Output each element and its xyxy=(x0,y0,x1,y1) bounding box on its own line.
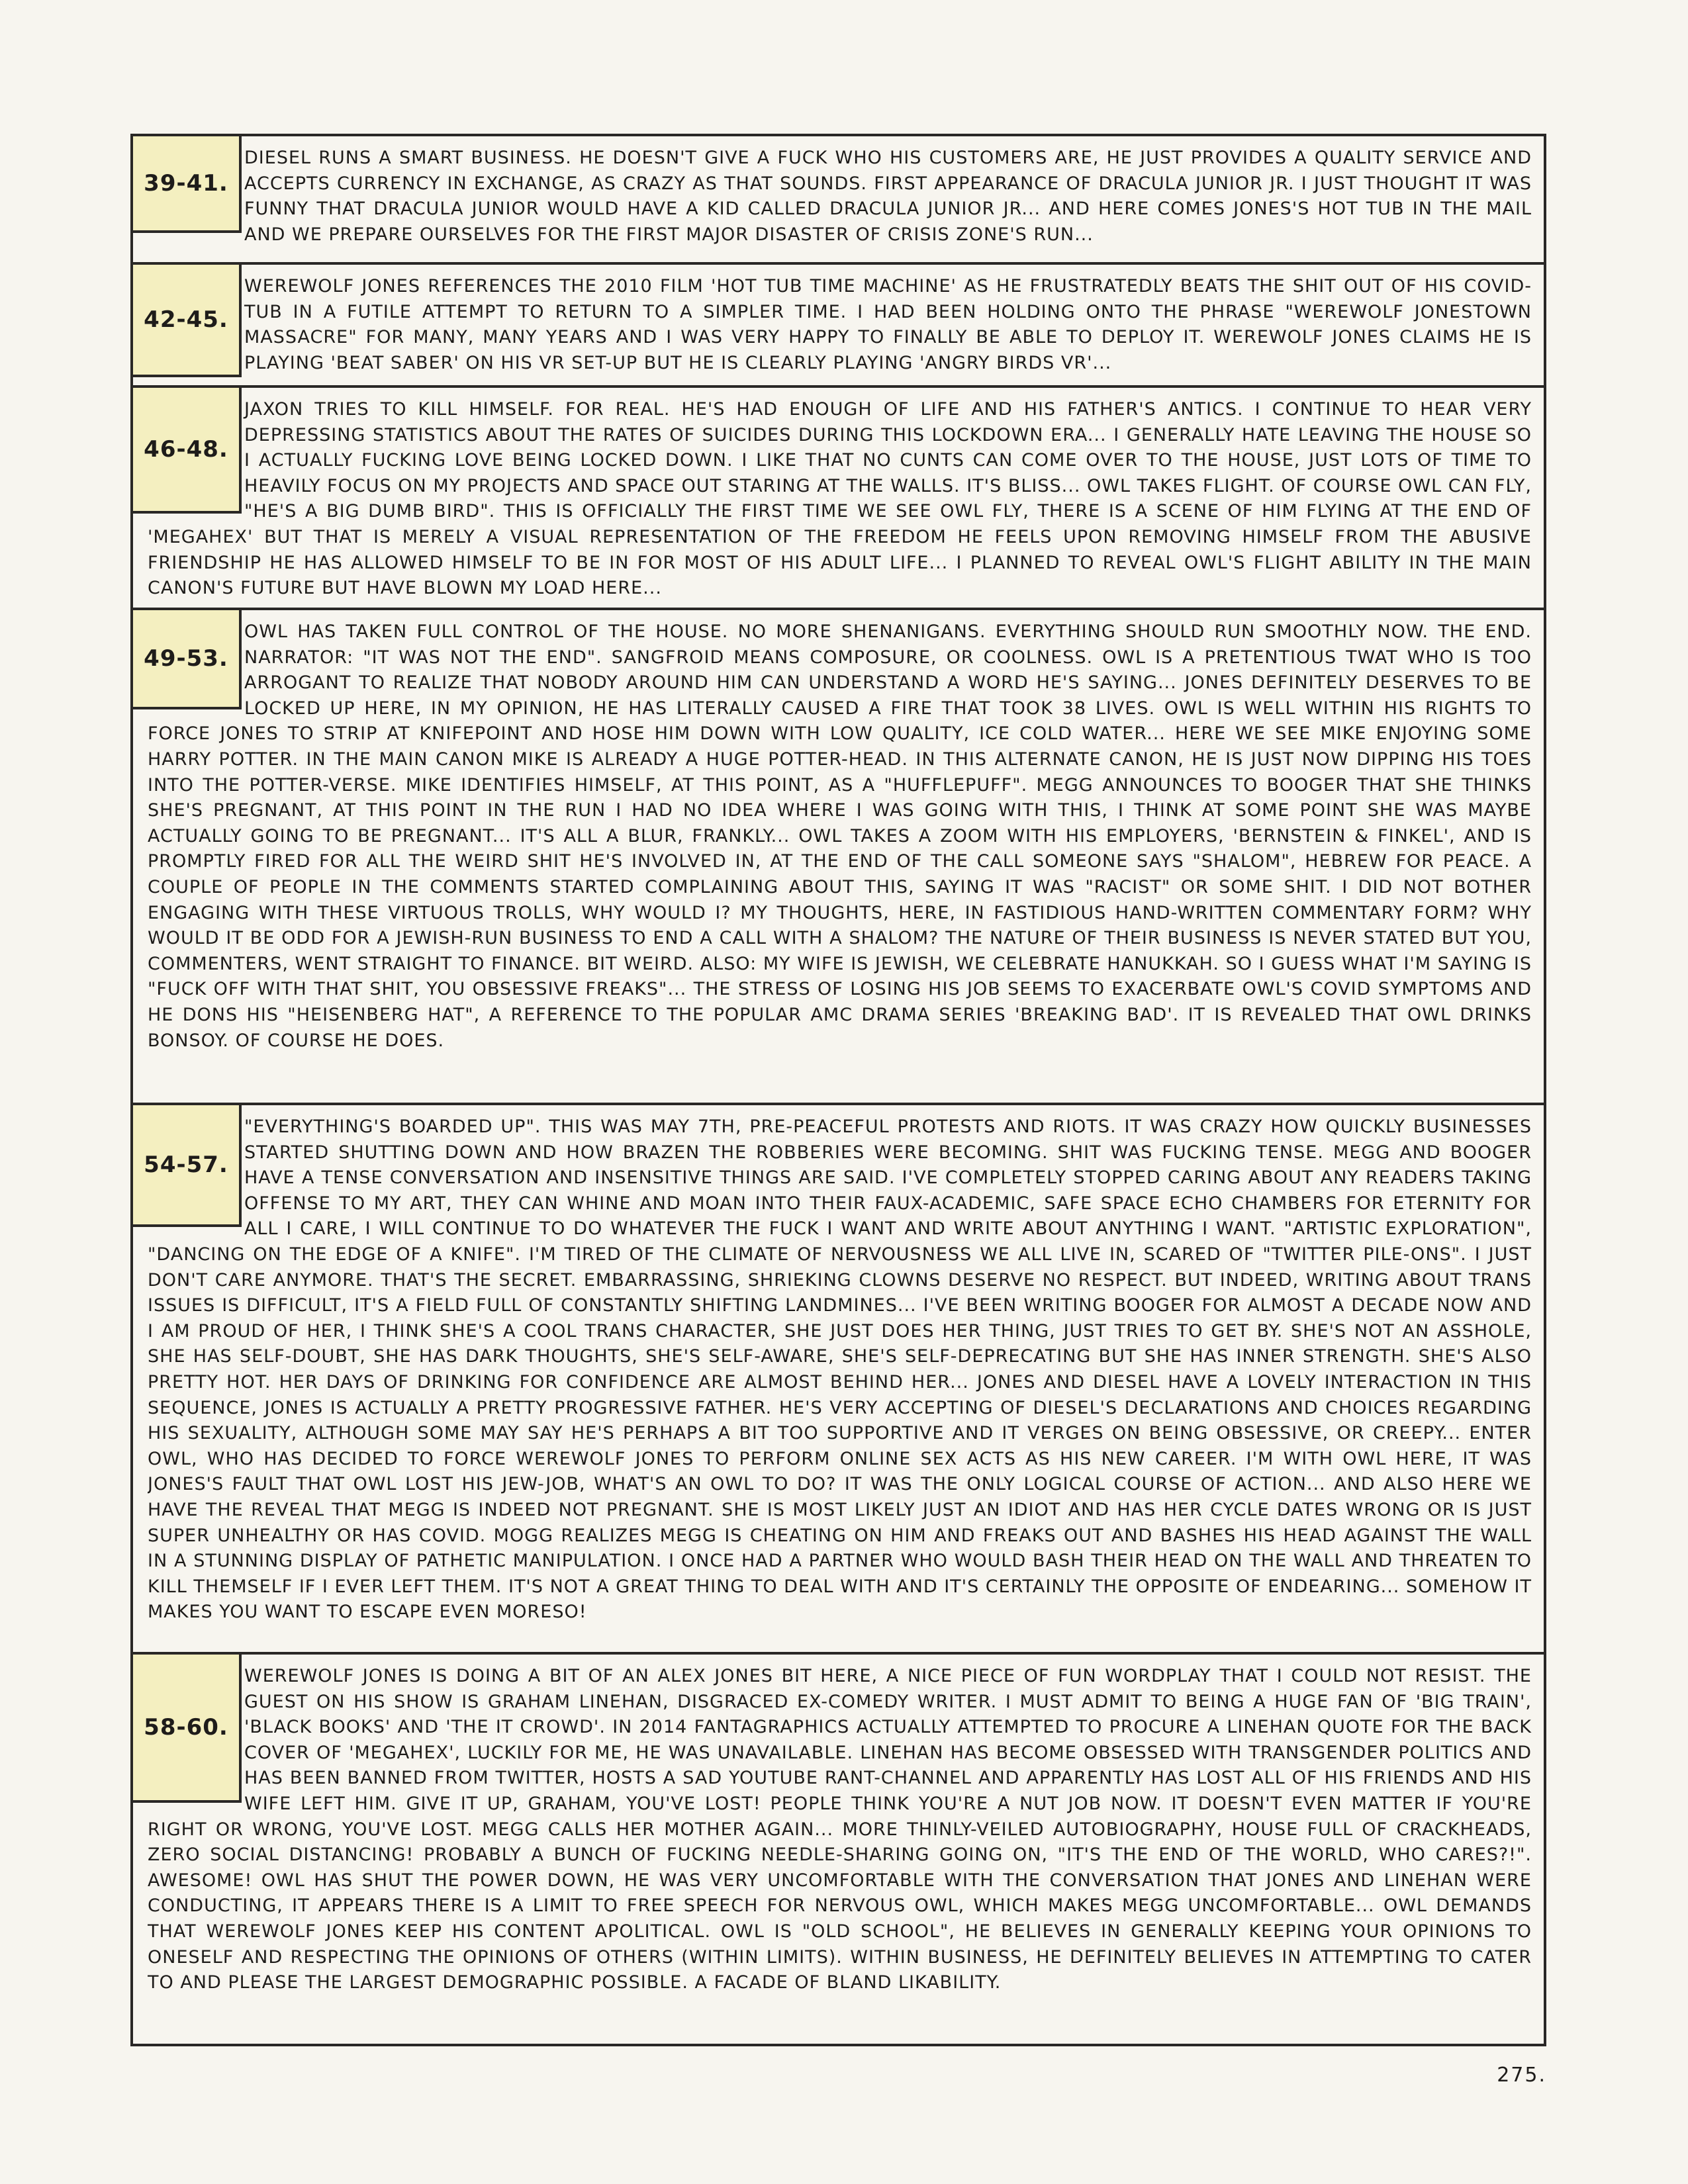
commentary-panel-54-57 xyxy=(133,1105,1544,1655)
commentary-text xyxy=(148,397,1532,601)
page-range-label: 46-48. xyxy=(133,388,242,514)
commentary-paragraph: DIESEL RUNS A SMART BUSINESS. HE DOESN'T GIVE A FUCK WHO HIS CUSTOMERS ARE, HE JUST PROVIDES A QUALITY SERVICE AND ACCEPTS CURRENCY IN EXCHANGE, AS CRAZY AS THAT SOUNDS. FIRST APPEARANCE OF DRACULA JUNIOR JR. I JUST THOUGHT IT WAS FUNNY THAT DRACULA JUNIOR WOULD HAVE A KID CALLED DRACULA JUNIOR JR... AND HERE COMES JONES'S HOT TUB IN THE MAIL AND WE PREPARE OURSELVES FOR THE FIRST MAJOR DISASTER OF CRISIS ZONE'S RUN... xyxy=(244,148,1532,245)
page-range-label: 39-41. xyxy=(133,136,242,233)
page-range-label: 49-53. xyxy=(133,610,242,709)
commentary-panel-46-48 xyxy=(133,388,1544,610)
page-range-label: 54-57. xyxy=(133,1105,242,1227)
page-range-label: 58-60. xyxy=(133,1655,242,1803)
page-number: 275. xyxy=(1497,2064,1546,2087)
commentary-paragraph: JAXON TRIES TO KILL HIMSELF. FOR REAL. HE'S HAD ENOUGH OF LIFE AND HIS FATHER'S ANTICS. I CONTINUE TO HEAR VERY DEPRESSING STATISTICS ABOUT THE RATES OF SUICIDES DURING THIS LOCKDOWN ERA... I GENERALLY HATE LEAVING THE HOUSE SO I ACTUALLY FUCKING LOVE BEING LOCKED DOWN. I LIKE THAT NO CUNTS CAN COME OVER TO THE HOUSE, JUST LOTS OF TIME TO HEAVILY FOCUS ON MY PROJECTS AND SPACE OUT STARING AT THE WALLS. IT'S BLISS... OWL TAKES FLIGHT. OF COURSE OWL CAN FLY, "HE'S A BIG DUMB BIRD". THIS IS OFFICIALLY THE FIRST TIME WE SEE OWL FLY, THERE IS A SCENE OF HIM FLYING AT THE END OF 'MEGAHEX' BUT THAT IS MERELY A VISUAL REPRESENTATION OF THE FREEDOM HE FEELS UPON REMOVING HIMSELF FROM THE ABUSIVE FRIENDSHIP HE HAS ALLOWED HIMSELF TO BE IN FOR MOST OF HIS ADULT LIFE... I PLANNED TO REVEAL OWL'S FLIGHT ABILITY IN THE MAIN CANON'S FUTURE BUT HAVE BLOWN MY LOAD HERE... xyxy=(148,399,1532,599)
commentary-paragraph: "EVERYTHING'S BOARDED UP". THIS WAS MAY 7TH, PRE-PEACEFUL PROTESTS AND RIOTS. IT WAS CRAZY HOW QUICKLY BUSINESSES STARTED SHUTTING DOWN AND HOW BRAZEN THE ROBBERIES WERE BECOMING. SHIT WAS FUCKING TENSE. MEGG AND BOOGER HAVE A TENSE CONVERSATION AND INSENSITIVE THINGS ARE SAID. I'VE COMPLETELY STOPPED CARING ABOUT ANY READERS TAKING OFFENSE TO MY ART, THEY CAN WHINE AND MOAN INTO THEIR FAUX-ACADEMIC, SAFE SPACE ECHO CHAMBERS FOR ETERNITY FOR ALL I CARE, I WILL CONTINUE TO DO WHATEVER THE FUCK I WANT AND WRITE ABOUT ANYTHING I WANT. "ARTISTIC EXPLORATION", "DANCING ON THE EDGE OF A KNIFE". I'M TIRED OF THE CLIMATE OF NERVOUSNESS WE ALL LIVE IN, SCARED OF "TWITTER PILE-ONS". I JUST DON'T CARE ANYMORE. THAT'S THE SECRET. EMBARRASSING, SHRIEKING CLOWNS DESERVE NO RESPECT. BUT INDEED, WRITING ABOUT TRANS ISSUES IS DIFFICULT, IT'S A FIELD FULL OF CONSTANTLY SHIFTING LANDMINES... I'VE BEEN WRITING BOOGER FOR ALMOST A DECADE NOW AND I AM PROUD OF HER, I THINK SHE'S A COOL TRANS CHARACTER, SHE JUST DOES HER THING, JUST TRIES TO GET BY. SHE'S NOT AN ASSHOLE, SHE HAS SELF-DOUBT, SHE HAS DARK THOUGHTS, SHE'S SELF-AWARE, SHE'S SELF-DEPRECATING BUT SHE HAS INNER STRENGTH. SHE'S ALSO PRETTY HOT. HER DAYS OF DRINKING FOR CONFIDENCE ARE ALMOST BEHIND HER... JONES AND DIESEL HAVE A LOVELY INTERACTION IN THIS SEQUENCE, JONES IS ACTUALLY A PRETTY PROGRESSIVE FATHER. HE'S VERY ACCEPTING OF DIESEL'S DECLARATIONS AND CHOICES REGARDING HIS SEXUALITY, ALTHOUGH SOME MAY SAY HE'S PERHAPS A BIT TOO SUPPORTIVE AND IT VERGES ON BEING OBSESSIVE, OR CREEPY... ENTER OWL, WHO HAS DECIDED TO FORCE WEREWOLF JONES TO PERFORM ONLINE SEX ACTS AS HIS NEW CAREER. I'M WITH OWL HERE, IT WAS JONES'S FAULT THAT OWL LOST HIS JEW-JOB, WHAT'S AN OWL TO DO? IT WAS THE ONLY LOGICAL COURSE OF ACTION... AND ALSO HERE WE HAVE THE REVEAL THAT MEGG IS INDEED NOT PREGNANT. SHE IS MOST LIKELY JUST AN IDIOT AND HAS HER CYCLE DATES WRONG OR IS JUST SUPER UNHEALTHY OR HAS COVID. MOGG REALIZES MEGG IS CHEATING ON HIM AND FREAKS OUT AND BASHES HIS HEAD AGAINST THE WALL IN A STUNNING DISPLAY OF PATHETIC MANIPULATION. I ONCE HAD A PARTNER WHO WOULD BASH THEIR HEAD ON THE WALL AND THREATEN TO KILL THEMSELF IF I EVER LEFT THEM. IT'S NOT A GREAT THING TO DEAL WITH AND IT'S CERTAINLY THE OPPOSITE OF ENDEARING... SOMEHOW IT MAKES YOU WANT TO ESCAPE EVEN MORESO! xyxy=(148,1116,1532,1623)
commentary-frame xyxy=(130,134,1546,2046)
commentary-panel-49-53 xyxy=(133,610,1544,1105)
commentary-paragraph: WEREWOLF JONES IS DOING A BIT OF AN ALEX JONES BIT HERE, A NICE PIECE OF FUN WORDPLAY THAT I COULD NOT RESIST. THE GUEST ON HIS SHOW IS GRAHAM LINEHAN, DISGRACED EX-COMEDY WRITER. I MUST ADMIT TO BEING A HUGE FAN OF 'BIG TRAIN', 'BLACK BOOKS' AND 'THE IT CROWD'. IN 2014 FANTAGRAPHICS ACTUALLY ATTEMPTED TO PROCURE A LINEHAN QUOTE FOR THE BACK COVER OF 'MEGAHEX', LUCKILY FOR ME, HE WAS UNAVAILABLE. LINEHAN HAS BECOME OBSESSED WITH TRANSGENDER POLITICS AND HAS BEEN BANNED FROM TWITTER, HOSTS A SAD YOUTUBE RANT-CHANNEL AND APPARENTLY HAS LOST ALL OF HIS FRIENDS AND HIS WIFE LEFT HIM. GIVE IT UP, GRAHAM, YOU'VE LOST! PEOPLE THINK YOU'RE A NUT JOB NOW. IT DOESN'T EVEN MATTER IF YOU'RE RIGHT OR WRONG, YOU'VE LOST. MEGG CALLS HER MOTHER AGAIN... MORE THINLY-VEILED AUTOBIOGRAPHY, HOUSE FULL OF CRACKHEADS, ZERO SOCIAL DISTANCING! PROBABLY A BUNCH OF FUCKING NEEDLE-SHARING GOING ON, "IT'S THE END OF THE WORLD, WHO CARES?!". AWESOME! OWL HAS SHUT THE POWER DOWN, HE WAS VERY UNCOMFORTABLE WITH THE CONVERSATION THAT JONES AND LINEHAN WERE CONDUCTING, IT APPEARS THERE IS A LIMIT TO FREE SPEECH FOR NERVOUS OWL, WHICH MAKES MEGG UNCOMFORTABLE... OWL DEMANDS THAT WEREWOLF JONES KEEP HIS CONTENT APOLITICAL. OWL IS "OLD SCHOOL", HE BELIEVES IN GENERALLY KEEPING YOUR OPINIONS TO ONESELF AND RESPECTING THE OPINIONS OF OTHERS (WITHIN LIMITS). WITHIN BUSINESS, HE DEFINITELY BELIEVES IN ATTEMPTING TO CATER TO AND PLEASE THE LARGEST DEMOGRAPHIC POSSIBLE. A FACADE OF BLAND LIKABILITY. xyxy=(148,1666,1532,1993)
page-range-label: 42-45. xyxy=(133,265,242,377)
commentary-text xyxy=(148,619,1532,1096)
commentary-panel-58-60 xyxy=(133,1655,1544,2044)
commentary-text xyxy=(148,1115,1532,1645)
commentary-panel-42-45 xyxy=(133,265,1544,388)
commentary-text xyxy=(148,274,1532,379)
commentary-paragraph: WEREWOLF JONES REFERENCES THE 2010 FILM 'HOT TUB TIME MACHINE' AS HE FRUSTRATEDLY BEATS THE SHIT OUT OF HIS COVID-TUB IN A FUTILE ATTEMPT TO RETURN TO A SIMPLER TIME. I HAD BEEN HOLDING ONTO THE PHRASE "WEREWOLF JONESTOWN MASSACRE" FOR MANY, MANY YEARS AND I WAS VERY HAPPY TO FINALLY BE ABLE TO DEPLOY IT. WEREWOLF JONES CLAIMS HE IS PLAYING 'BEAT SABER' ON HIS VR SET-UP BUT HE IS CLEARLY PLAYING 'ANGRY BIRDS VR'... xyxy=(244,276,1532,373)
commentary-text xyxy=(148,146,1532,255)
commentary-paragraph: OWL HAS TAKEN FULL CONTROL OF THE HOUSE. NO MORE SHENANIGANS. EVERYTHING SHOULD RUN SMOOTHLY NOW. THE END. NARRATOR: "IT WAS NOT THE END". SANGFROID MEANS COMPOSURE, OR COOLNESS. OWL IS A PRETENTIOUS TWAT WHO IS TOO ARROGANT TO REALIZE THAT NOBODY AROUND HIM CAN UNDERSTAND A WORD HE'S SAYING... JONES DEFINITELY DESERVES TO BE LOCKED UP HERE, IN MY OPINION, HE HAS LITERALLY CAUSED A FIRE THAT TOOK 38 LIVES. OWL IS WELL WITHIN HIS RIGHTS TO FORCE JONES TO STRIP AT KNIFEPOINT AND HOSE HIM DOWN WITH LOW QUALITY, ICE COLD WATER... HERE WE SEE MIKE ENJOYING SOME HARRY POTTER. IN THE MAIN CANON MIKE IS ALREADY A HUGE POTTER-HEAD. IN THIS ALTERNATE CANON, HE IS JUST NOW DIPPING HIS TOES INTO THE POTTER-VERSE. MIKE IDENTIFIES HIMSELF, AT THIS POINT, AS A "HUFFLEPUFF". MEGG ANNOUNCES TO BOOGER THAT SHE THINKS SHE'S PREGNANT, AT THIS POINT IN THE RUN I HAD NO IDEA WHERE I WAS GOING WITH THIS, I THINK AT SOME POINT SHE WAS MAYBE ACTUALLY GOING TO BE PREGNANT... IT'S ALL A BLUR, FRANKLY... OWL TAKES A ZOOM WITH HIS EMPLOYERS, 'BERNSTEIN & FINKEL', AND IS PROMPTLY FIRED FOR ALL THE WEIRD SHIT HE'S INVOLVED IN, AT THE END OF THE CALL SOMEONE SAYS "SHALOM", HEBREW FOR PEACE. A COUPLE OF PEOPLE IN THE COMMENTS STARTED COMPLAINING ABOUT THIS, SAYING IT WAS "RACIST" OR SOME SHIT. I DID NOT BOTHER ENGAGING WITH THESE VIRTUOUS TROLLS, WHY WOULD I? MY THOUGHTS, HERE, IN FASTIDIOUS HAND-WRITTEN COMMENTARY FORM? WHY WOULD IT BE ODD FOR A JEWISH-RUN BUSINESS TO END A CALL WITH A SHALOM? THE NATURE OF THEIR BUSINESS IS NEVER STATED BUT YOU, COMMENTERS, WENT STRAIGHT TO FINANCE. BIT WEIRD. ALSO: MY WIFE IS JEWISH, WE CELEBRATE HANUKKAH. SO I GUESS WHAT I'M SAYING IS "FUCK OFF WITH THAT SHIT, YOU OBSESSIVE FREAKS"... THE STRESS OF LOSING HIS JOB SEEMS TO EXACERBATE OWL'S COVID SYMPTOMS AND HE DONS HIS "HEISENBERG HAT", A REFERENCE TO THE POPULAR AMC DRAMA SERIES 'BREAKING BAD'. IT IS REVEALED THAT OWL DRINKS BONSOY. OF COURSE HE DOES. xyxy=(148,621,1532,1051)
commentary-panel-39-41 xyxy=(133,136,1544,265)
commentary-text xyxy=(148,1664,1532,2037)
